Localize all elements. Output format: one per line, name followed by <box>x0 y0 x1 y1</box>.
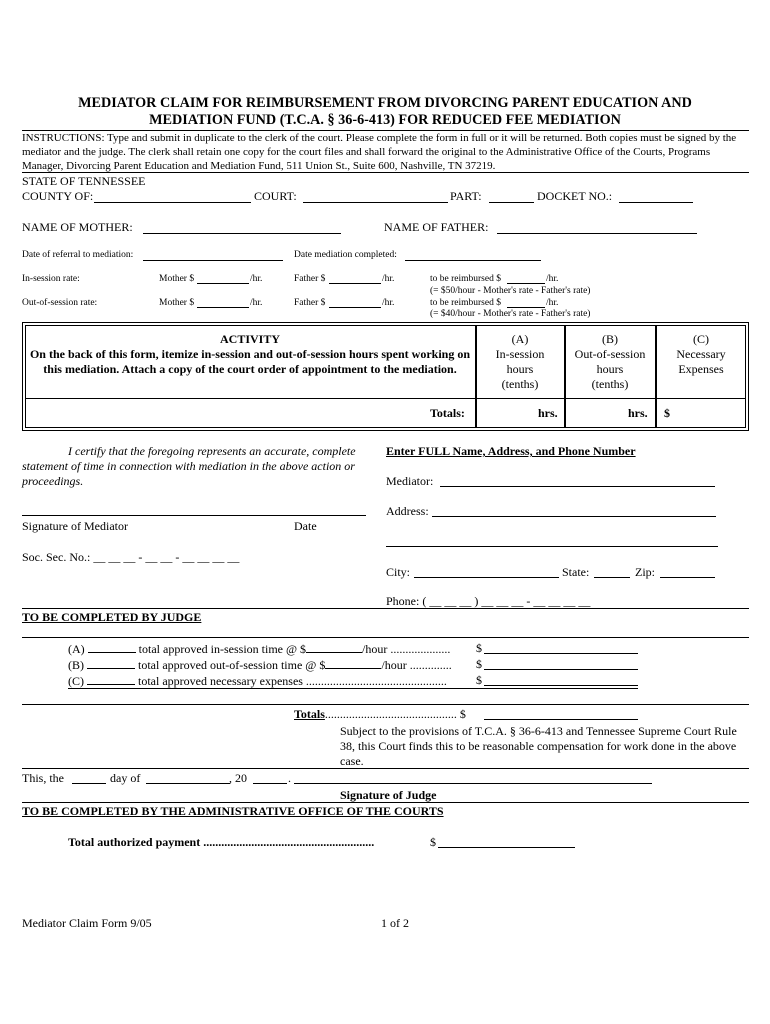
father-out-rate-label: Father $ <box>294 298 326 308</box>
row-text: total approved necessary expenses ............................................... <box>138 674 447 688</box>
reimb-out-note: (= $40/hour - Mother's rate - Father's rate) <box>430 309 591 319</box>
father-label: NAME OF FATHER: <box>384 220 489 234</box>
mediator-field[interactable] <box>440 486 715 487</box>
year-label: , 20 <box>229 771 247 785</box>
col-a-line: (tenths) <box>501 377 539 391</box>
totals-judge-row <box>294 707 466 722</box>
divider <box>68 688 638 689</box>
totals-judge-field[interactable] <box>484 719 638 720</box>
row-tail: /hour .................... <box>362 642 451 656</box>
mother-out-rate-field[interactable] <box>197 307 249 308</box>
father-in-rate-field[interactable] <box>329 283 381 284</box>
aoc-heading: TO BE COMPLETED BY THE ADMINISTRATIVE OFFICE OF THE COURTS <box>22 804 444 818</box>
sig-judge-label: Signature of Judge <box>340 788 437 802</box>
divider <box>22 172 749 173</box>
footer-page: 1 of 2 <box>381 916 409 930</box>
judge-signature-line[interactable] <box>294 783 652 784</box>
total-auth-label: Total authorized payment ......................................................... <box>68 835 375 849</box>
state-field-label: State: <box>562 565 590 579</box>
per-hr: /hr. <box>382 274 395 284</box>
col-b-letter: (B) <box>602 332 618 346</box>
address-label: Address: <box>386 504 429 518</box>
divider <box>22 802 749 803</box>
row-letter: (C) <box>68 674 84 688</box>
year-field[interactable] <box>253 783 287 784</box>
this-the-label: This, the <box>22 771 64 785</box>
out-session-amount-field[interactable] <box>484 669 638 670</box>
col-c-line: Expenses <box>678 362 724 376</box>
mother-in-rate-label: Mother $ <box>159 274 195 284</box>
out-session-rate-field[interactable] <box>325 657 381 669</box>
row-tail: /hour .............. <box>381 658 452 672</box>
total-a-hrs[interactable]: hrs. <box>538 406 558 420</box>
row-letter: (A) <box>68 642 85 656</box>
county-field[interactable] <box>94 202 251 203</box>
col-c-line: Necessary <box>676 347 726 361</box>
col-a-letter: (A) <box>511 332 529 346</box>
judge-row-a <box>68 641 450 657</box>
judge-row-b <box>68 657 452 673</box>
col-b-line: hours <box>596 362 624 376</box>
activity-text: On the back of this form, itemize in-session and out-of-session hours spent working on this mediation. Attach a copy of the court order of appointment to the mediation. <box>29 347 471 376</box>
row-text: total approved out-of-session time @ $ <box>138 658 326 672</box>
instructions: INSTRUCTIONS: Type and submit in duplicate to the clerk of the court. Please complete the form in full or it will be returned. Both copies must be signed by the mediator and the judge. The clerk shall retain one copy for the court files and shall forward the original to the Administrative Office of the Courts, Programs Manager, Divorcing Parent Education and Mediation Fund, 511 Union St., Suite 600, Nashville, TN 37219. <box>22 132 737 172</box>
per-hr: /hr. <box>382 298 395 308</box>
total-auth-field[interactable] <box>438 847 575 848</box>
per-hr: /hr. <box>546 298 559 308</box>
zip-label: Zip: <box>635 565 655 579</box>
docket-field[interactable] <box>619 202 693 203</box>
docket-label: DOCKET NO.: <box>537 189 613 203</box>
city-label: City: <box>386 565 411 579</box>
divider <box>22 637 749 638</box>
per-hr: /hr. <box>250 274 263 284</box>
divider <box>22 768 749 769</box>
in-session-amount-field[interactable] <box>484 653 638 654</box>
court-field[interactable] <box>303 202 448 203</box>
divider <box>25 398 746 399</box>
col-b-header <box>565 332 655 392</box>
expenses-field[interactable] <box>87 673 135 685</box>
county-label: COUNTY OF: <box>22 189 94 203</box>
part-label: PART: <box>450 189 482 203</box>
out-session-time-field[interactable] <box>87 657 135 669</box>
period: . <box>288 771 291 785</box>
judge-row-c <box>68 673 447 689</box>
referral-field[interactable] <box>143 260 283 261</box>
court-label: COURT: <box>254 189 297 203</box>
address-field-2[interactable] <box>386 546 718 547</box>
phone-label[interactable]: Phone: ( __ __ __ ) __ __ __ - __ __ __ __ <box>386 594 591 608</box>
in-session-time-field[interactable] <box>88 641 136 653</box>
totals-judge-label: Totals <box>294 707 325 721</box>
reimb-out-label: to be reimbursed $ <box>430 298 501 308</box>
judge-row-c-dollar: $ <box>476 673 482 687</box>
completed-field[interactable] <box>405 260 541 261</box>
address-field[interactable] <box>432 516 716 517</box>
completed-label: Date mediation completed: <box>294 250 397 260</box>
mother-label: NAME OF MOTHER: <box>22 220 133 234</box>
state-field[interactable] <box>594 577 630 578</box>
col-b-line: (tenths) <box>591 377 629 391</box>
father-in-rate-label: Father $ <box>294 274 326 284</box>
row-letter: (B) <box>68 658 84 672</box>
judge-heading: TO BE COMPLETED BY JUDGE <box>22 610 202 624</box>
col-a-line: In-session <box>495 347 545 361</box>
city-field[interactable] <box>414 577 559 578</box>
judge-row-a-dollar: $ <box>476 641 482 655</box>
month-field[interactable] <box>146 783 230 784</box>
total-c-dollar[interactable]: $ <box>664 406 670 420</box>
subject-text: Subject to the provisions of T.C.A. § 36-6-413 and Tennessee Supreme Court Rule 38, this Court finds this to be reasonable compensation for work done in the above case. <box>340 724 737 768</box>
footer-form: Mediator Claim Form 9/05 <box>22 916 152 930</box>
certify-text: I certify that the foregoing represents an accurate, complete statement of time in connection with mediation in the above action or proceedings. <box>22 444 356 488</box>
row-text: total approved in-session time @ $ <box>138 642 307 656</box>
divider <box>22 704 749 705</box>
ssn-label[interactable]: Soc. Sec. No.: __ __ __ - __ __ - __ __ __ __ <box>22 550 240 564</box>
father-out-rate-field[interactable] <box>329 307 381 308</box>
mother-out-rate-label: Mother $ <box>159 298 195 308</box>
expenses-amount-field[interactable] <box>484 685 638 686</box>
per-hr: /hr. <box>250 298 263 308</box>
mediator-signature-line[interactable] <box>22 515 366 516</box>
reimb-in-label: to be reimbursed $ <box>430 274 501 284</box>
in-session-rate-field[interactable] <box>306 641 362 653</box>
total-auth-dollar: $ <box>430 835 436 849</box>
total-b-hrs[interactable]: hrs. <box>628 406 648 420</box>
day-field[interactable] <box>72 783 106 784</box>
date-label: Date <box>294 519 317 533</box>
referral-label: Date of referral to mediation: <box>22 250 134 260</box>
zip-field[interactable] <box>660 577 715 578</box>
per-hr: /hr. <box>546 274 559 284</box>
mother-in-rate-field[interactable] <box>197 283 249 284</box>
form-title-line1: MEDIATOR CLAIM FOR REIMBURSEMENT FROM DIVORCING PARENT EDUCATION AND <box>78 95 692 111</box>
outsession-label: Out-of-session rate: <box>22 298 98 308</box>
state-label: STATE OF TENNESSEE <box>22 174 146 188</box>
insession-label: In-session rate: <box>22 274 80 284</box>
signature-mediator-label: Signature of Mediator <box>22 519 128 533</box>
mediator-label: Mediator: <box>386 474 434 488</box>
col-a-header <box>476 332 564 392</box>
part-field[interactable] <box>489 202 534 203</box>
activity-title: ACTIVITY <box>219 332 280 346</box>
col-a-line: hours <box>506 362 534 376</box>
divider <box>22 608 749 609</box>
reimb-out-field[interactable] <box>507 307 545 308</box>
mother-field[interactable] <box>143 233 341 234</box>
col-c-header <box>656 332 746 377</box>
reimb-in-field[interactable] <box>507 283 545 284</box>
col-c-letter: (C) <box>693 332 709 346</box>
day-of-label: day of <box>110 771 141 785</box>
totals-label: Totals: <box>430 406 465 420</box>
judge-row-b-dollar: $ <box>476 657 482 671</box>
col-b-line: Out-of-session <box>574 347 646 361</box>
reimb-in-note: (= $50/hour - Mother's rate - Father's rate) <box>430 286 591 296</box>
totals-judge-dots: ............................................ $ <box>324 707 466 721</box>
form-title-line2: MEDIATION FUND (T.C.A. § 36-6-413) FOR REDUCED FEE MEDIATION <box>149 112 621 128</box>
enter-full-heading: Enter FULL Name, Address, and Phone Number <box>386 444 636 458</box>
father-field[interactable] <box>497 233 697 234</box>
